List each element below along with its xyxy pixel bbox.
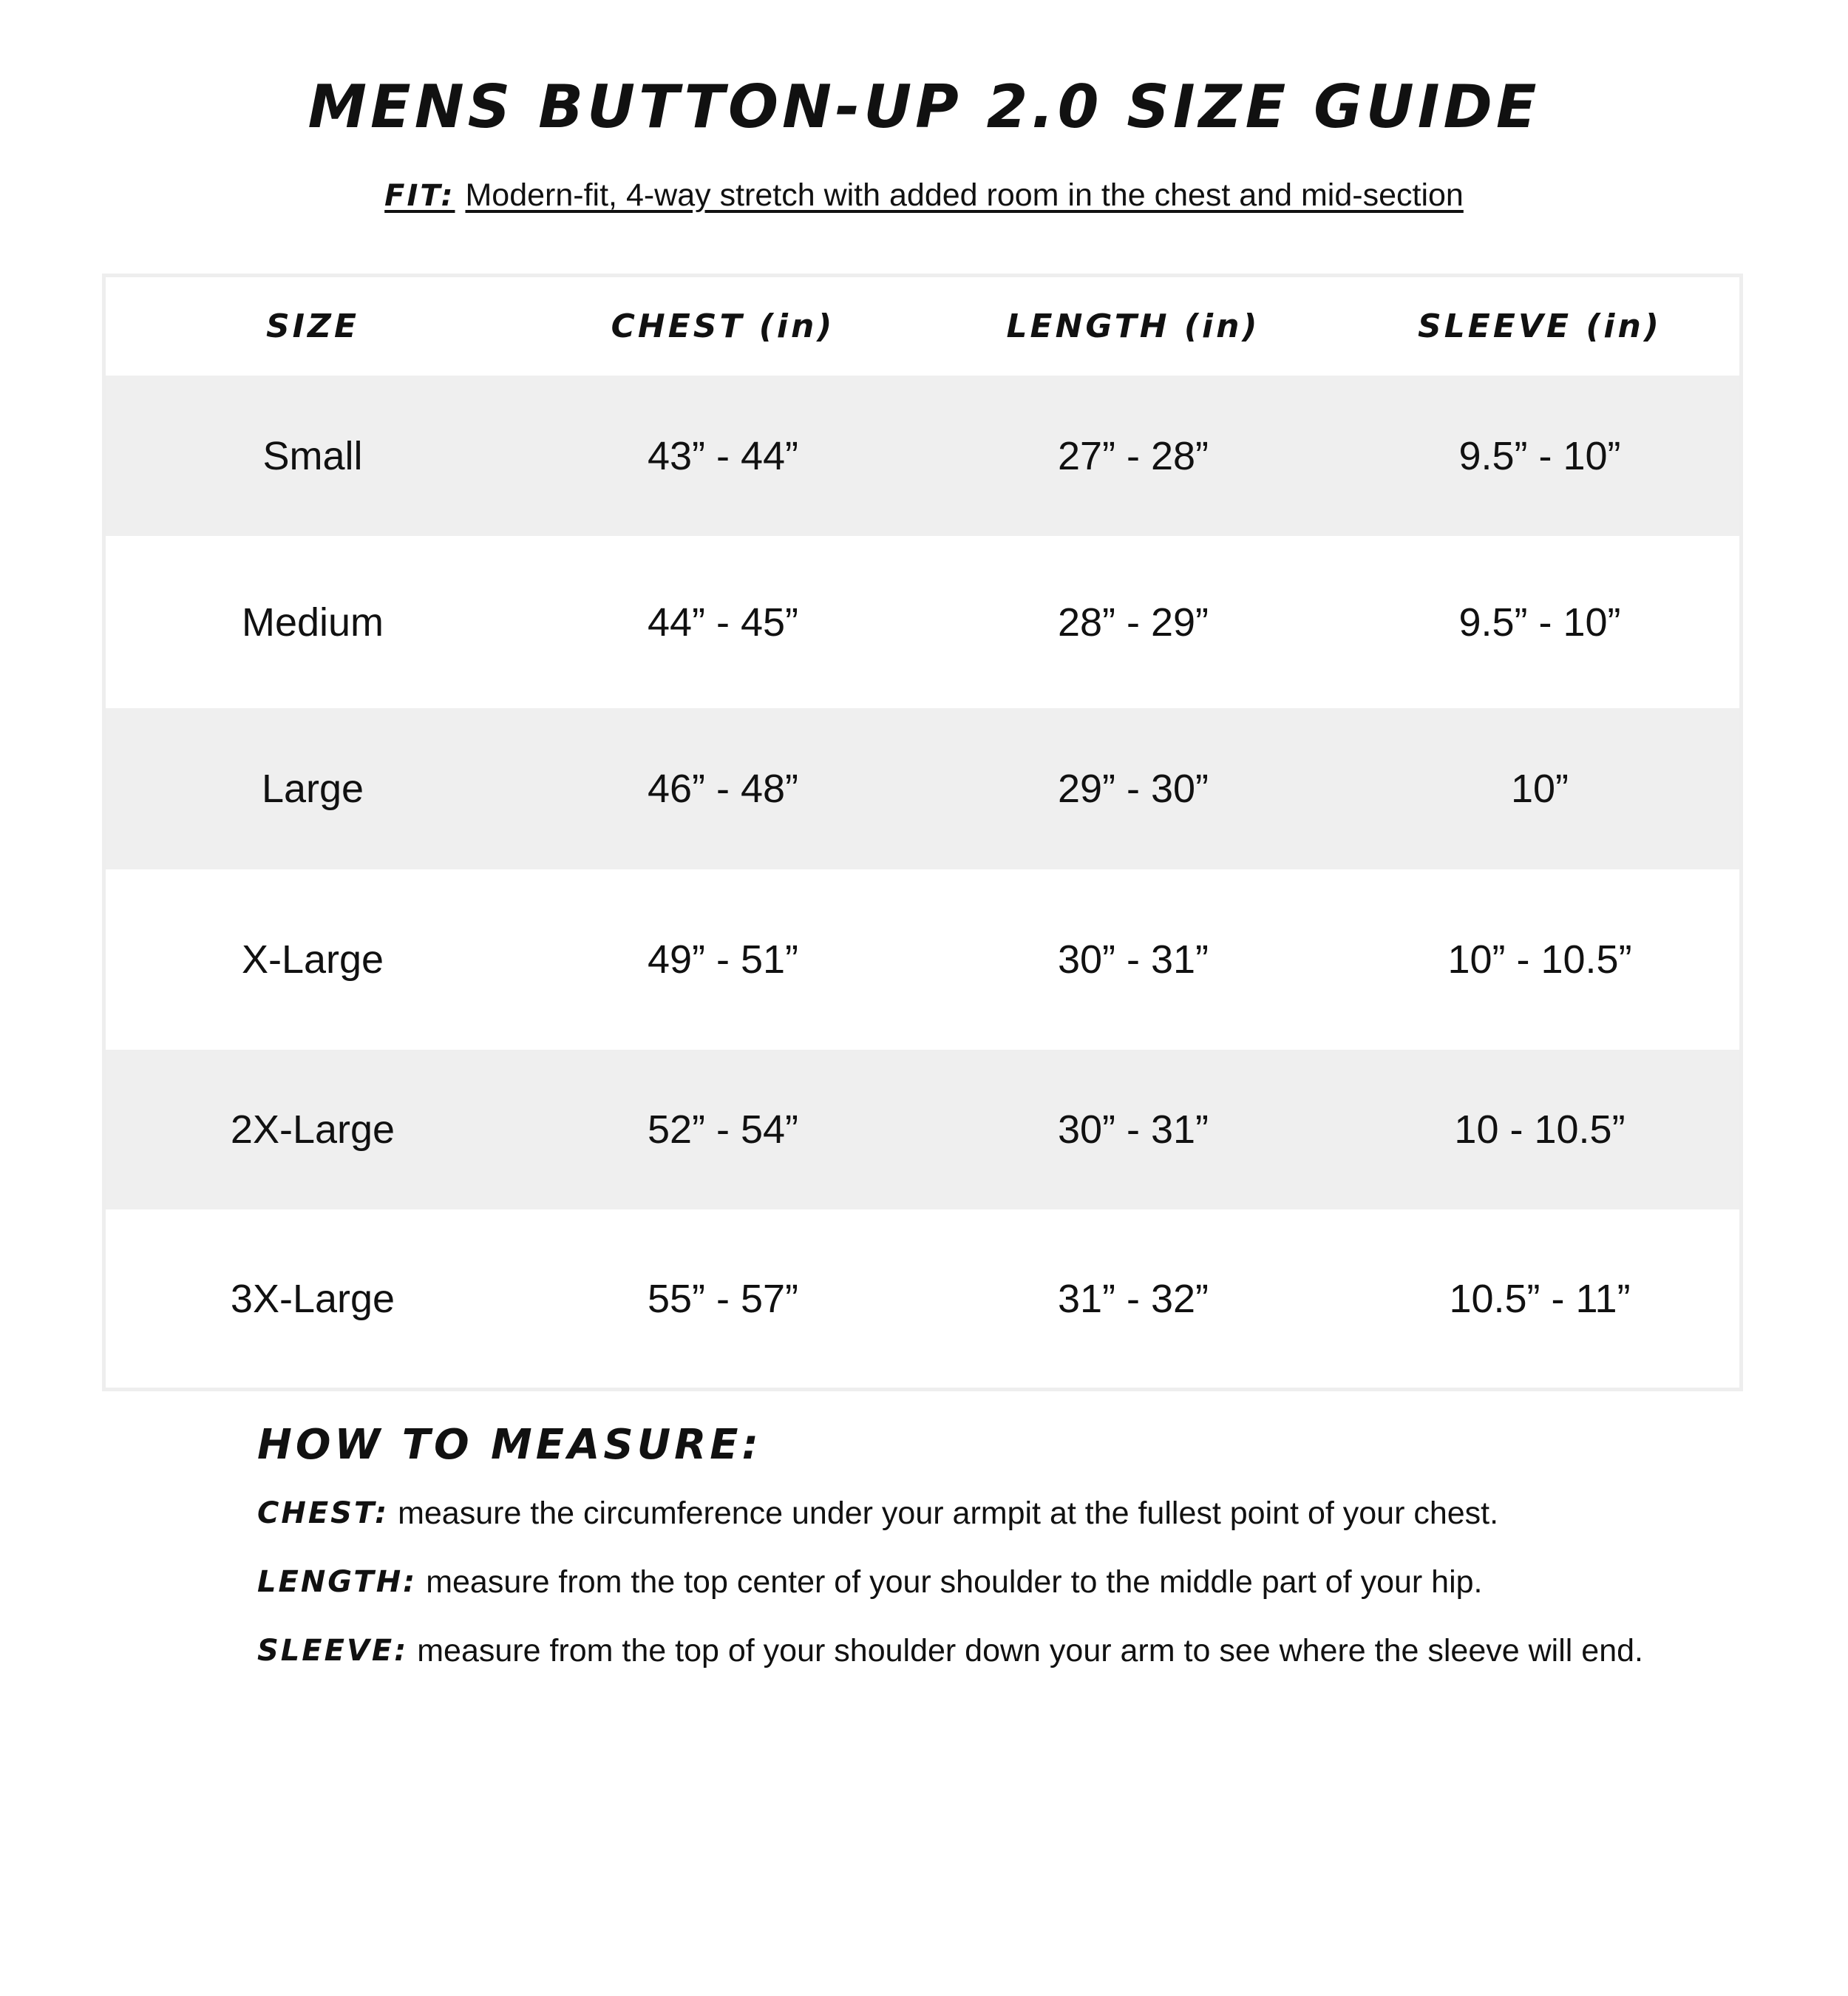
chest-cell: 49” - 51” — [647, 937, 799, 982]
how-to-measure-heading: HOW TO MEASURE: — [257, 1421, 762, 1469]
measure-item-chest — [257, 1496, 1662, 1530]
length-cell: 27” - 28” — [926, 376, 1340, 536]
table-header-row — [106, 277, 1739, 376]
chest-cell: 43” - 44” — [520, 376, 926, 536]
page-title: MENS BUTTON-UP 2.0 SIZE GUIDE — [308, 72, 1540, 141]
size-cell: Small — [106, 376, 520, 536]
table-row — [106, 1209, 1739, 1388]
measure-item-length — [257, 1565, 1662, 1599]
chest-cell: 55” - 57” — [647, 1276, 799, 1321]
table-row — [106, 376, 1739, 536]
sleeve-cell: 10” — [1340, 708, 1739, 869]
sleeve-cell: 9.5” - 10” — [1458, 600, 1621, 645]
size-cell: Large — [106, 708, 520, 869]
column-header-sleeve: SLEEVE (in) — [1418, 308, 1662, 345]
table-row — [106, 869, 1739, 1050]
sleeve-cell: 10” - 10.5” — [1447, 937, 1632, 982]
sleeve-cell: 10 - 10.5” — [1340, 1050, 1739, 1209]
measure-label: CHEST: — [257, 1496, 390, 1530]
measure-item-sleeve — [257, 1634, 1662, 1668]
table-row — [106, 1050, 1739, 1209]
measure-text: measure from the top of your shoulder down your arm to see where the sleeve will end. — [417, 1633, 1643, 1669]
length-cell: 29” - 30” — [926, 708, 1340, 869]
length-cell: 30” - 31” — [1057, 937, 1209, 982]
how-to-measure-section — [257, 1419, 1662, 1703]
sleeve-cell: 9.5” - 10” — [1340, 376, 1739, 536]
size-cell: 2X-Large — [106, 1050, 520, 1209]
fit-label: FIT: — [384, 179, 455, 213]
size-table-frame — [102, 274, 1743, 1391]
size-table — [106, 277, 1739, 1388]
fit-text: Modern-fit, 4-way stretch with added room in the chest and mid-section — [465, 177, 1464, 213]
fit-description — [0, 174, 1848, 217]
table-row — [106, 536, 1739, 708]
measure-label: SLEEVE: — [257, 1634, 409, 1668]
column-header-size: SIZE — [265, 308, 360, 345]
column-header-chest: CHEST (in) — [611, 308, 835, 345]
size-cell: 3X-Large — [230, 1276, 395, 1321]
sleeve-cell: 10.5” - 11” — [1449, 1276, 1631, 1321]
size-cell: Medium — [241, 600, 384, 645]
column-header-length: LENGTH (in) — [1006, 308, 1260, 345]
length-cell: 30” - 31” — [926, 1050, 1340, 1209]
measure-label: LENGTH: — [257, 1565, 418, 1599]
length-cell: 31” - 32” — [1057, 1276, 1209, 1321]
length-cell: 28” - 29” — [1057, 600, 1209, 645]
measure-text: measure the circumference under your armpit at the fullest point of your chest. — [398, 1496, 1499, 1531]
chest-cell: 46” - 48” — [520, 708, 926, 869]
measure-text: measure from the top center of your shoulder to the middle part of your hip. — [426, 1564, 1483, 1600]
table-row — [106, 708, 1739, 869]
chest-cell: 44” - 45” — [647, 600, 799, 645]
size-cell: X-Large — [241, 937, 384, 982]
chest-cell: 52” - 54” — [520, 1050, 926, 1209]
